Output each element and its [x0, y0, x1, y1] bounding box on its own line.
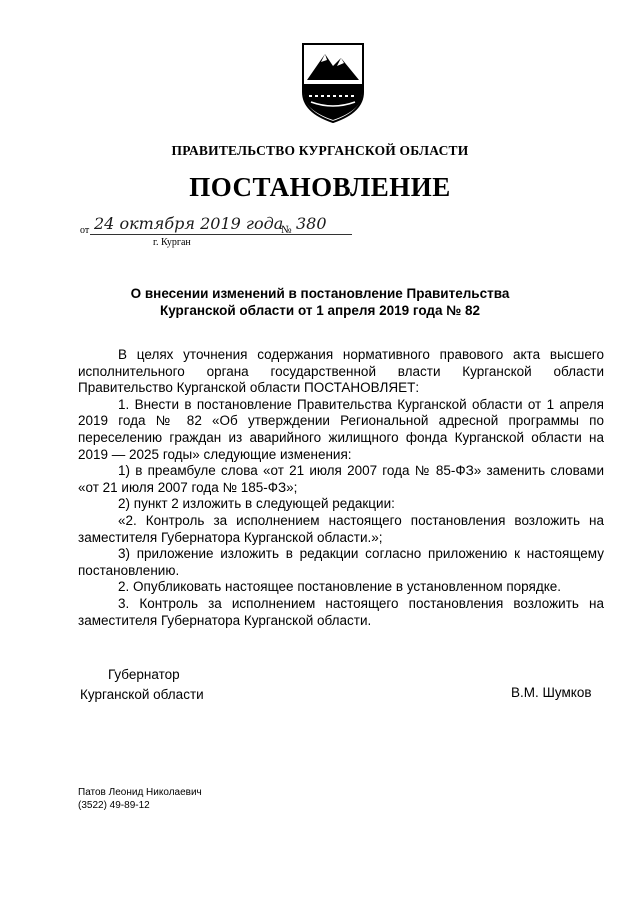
date-number-line [80, 213, 360, 253]
document-type-title: ПОСТАНОВЛЕНИЕ [189, 172, 451, 202]
date-prefix: от [80, 225, 90, 236]
body-paragraph: 2) пункт 2 изложить в следующей редакции: [118, 496, 395, 512]
signatory-title-line: Губернатор [108, 667, 180, 682]
body-paragraph: 2. Опубликовать настоящее постановление в установленном порядке. [118, 579, 562, 595]
body-paragraph: 1) в преамбуле слова «от 21 июля 2007 года № 85-ФЗ» заменить словами «от 21 июля 2007 года № 185-ФЗ»; [78, 463, 604, 495]
issuing-authority: ПРАВИТЕЛЬСТВО КУРГАНСКОЙ ОБЛАСТИ [171, 143, 469, 158]
date-underline [90, 234, 352, 235]
handwritten-date: 24 октября 2019 года [94, 214, 284, 233]
body-paragraph: 3) приложение изложить в редакции согласно приложению к настоящему постановлению. [78, 546, 604, 578]
city-label: г. Курган [153, 237, 191, 248]
body-paragraph: «2. Контроль за исполнением настоящего постановления возложить на заместителя Губернатора Курганской области.»; [78, 512, 604, 545]
body-paragraph: 3. Контроль за исполнением настоящего постановления возложить на заместителя Губернатора Курганской области. [78, 595, 604, 628]
number-sign: № [281, 224, 292, 236]
document-body [78, 347, 604, 629]
handwritten-number: 380 [296, 214, 327, 233]
coat-of-arms-icon [297, 40, 369, 124]
subject-line: О внесении изменений в постановление Правительства [130, 286, 510, 301]
signatory-title [80, 665, 204, 705]
contact-name: Патов Леонид Николаевич [78, 787, 202, 798]
contact-phone: (3522) 49-89-12 [78, 800, 150, 811]
document-subject [0, 285, 640, 319]
signatory-name: В.М. Шумков [511, 685, 592, 700]
body-paragraph: В целях уточнения содержания нормативного правового акта высшего исполнительного органа государственной власти Курганской области Правительство Курганской области ПОСТАНОВЛЯЕТ: [78, 347, 604, 396]
signatory-title-line: Курганской области [80, 687, 204, 702]
contact-block [78, 786, 202, 812]
body-paragraph: 1. Внести в постановление Правительства Курганской области от 1 апреля 2019 года № 82 «Об утверждении Региональной адресной программы по переселению граждан из аварийного жилищного фонда Курганской области на 2019 — 2025 годы» следующие изменения: [78, 396, 604, 462]
subject-line: Курганской области от 1 апреля 2019 года № 82 [159, 303, 481, 318]
